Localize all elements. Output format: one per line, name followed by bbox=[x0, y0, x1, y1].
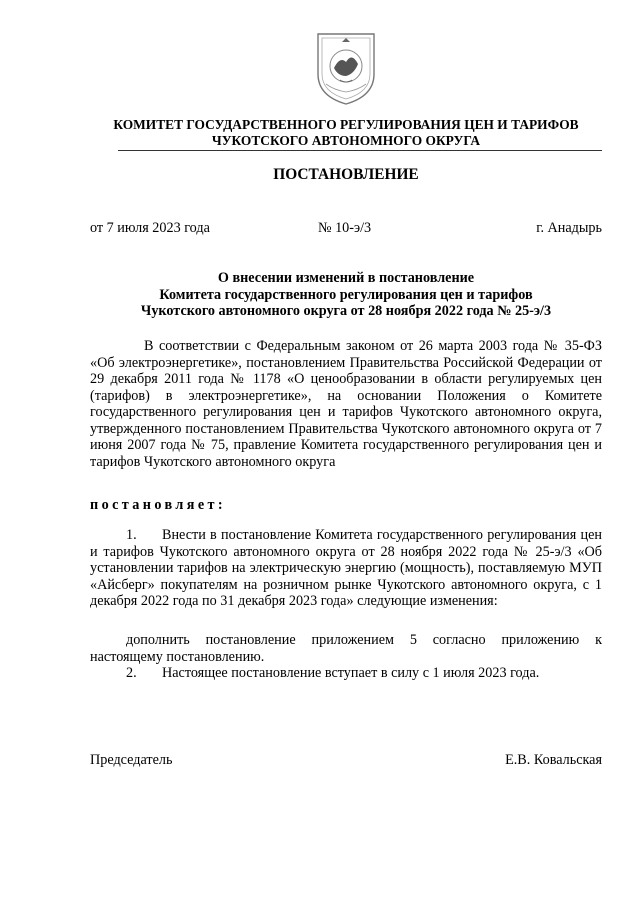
resolution-item-1-sub: дополнить постановление приложением 5 согласно приложению к настоящему постановлению. bbox=[90, 632, 602, 665]
document-subject bbox=[90, 270, 602, 320]
resolve-word: постановляет: bbox=[90, 497, 227, 513]
document-number: № 10-э/3 bbox=[318, 220, 372, 236]
subject-line-3: Чукотского автономного округа от 28 ноября 2022 года № 25-э/3 bbox=[140, 303, 552, 319]
resolution-item-2 bbox=[90, 665, 602, 682]
document-type-title: ПОСТАНОВЛЕНИЕ bbox=[273, 166, 419, 183]
committee-line-2: ЧУКОТСКОГО АВТОНОМНОГО ОКРУГА bbox=[211, 133, 481, 148]
document-city: г. Анадырь bbox=[536, 220, 602, 236]
header-divider bbox=[118, 150, 602, 151]
item-text: Настоящее постановление вступает в силу с 1 июля 2023 года. bbox=[162, 665, 540, 681]
preamble-paragraph: В соответствии с Федеральным законом от 26 марта 2003 года № 35-ФЗ «Об электроэнергетике», постановлением Правительства Российской Федерации от 29 декабря 2011 года № 1178 «О ценообразовании в области регулируемых цен (тарифов) в электроэнергетике», на основании Положения о Комитете государственного регулирования цен и тарифов Чукотского автономного округа, утвержденного постановлением Правительства Чукотского автономного округа от 7 июня 2007 года № 75, правление Комитета государственного регулирования цен и тарифов Чукотского автономного округа bbox=[90, 338, 602, 470]
item-number: 2. bbox=[126, 665, 137, 681]
item-number: 1. bbox=[126, 527, 137, 543]
committee-name bbox=[90, 117, 602, 149]
signatory-name: Е.В. Ковальская bbox=[505, 752, 602, 768]
subject-line-2: Комитета государственного регулирования цен и тарифов bbox=[159, 286, 533, 303]
committee-line-1: КОМИТЕТ ГОСУДАРСТВЕННОГО РЕГУЛИРОВАНИЯ ЦЕН И ТАРИФОВ bbox=[113, 117, 579, 132]
item-text: Внести в постановление Комитета государственного регулирования цен и тарифов Чукотского автономного округа от 28 ноября 2022 года № 25-э/3 «Об установлении тарифов на электрическую энергию (мощность), поставляемую МУП «Айсберг» покупателям на розничном рынке Чукотского автономного округа, с 1 декабря 2022 года по 31 декабря 2023 года» следующие изменения: bbox=[90, 527, 602, 609]
resolution-item-1 bbox=[90, 527, 602, 610]
subject-line-1: О внесении изменений в постановление bbox=[217, 270, 475, 286]
signatory-title: Председатель bbox=[90, 752, 173, 768]
coat-of-arms-icon bbox=[314, 28, 378, 108]
document-date: от 7 июля 2023 года bbox=[90, 220, 210, 236]
